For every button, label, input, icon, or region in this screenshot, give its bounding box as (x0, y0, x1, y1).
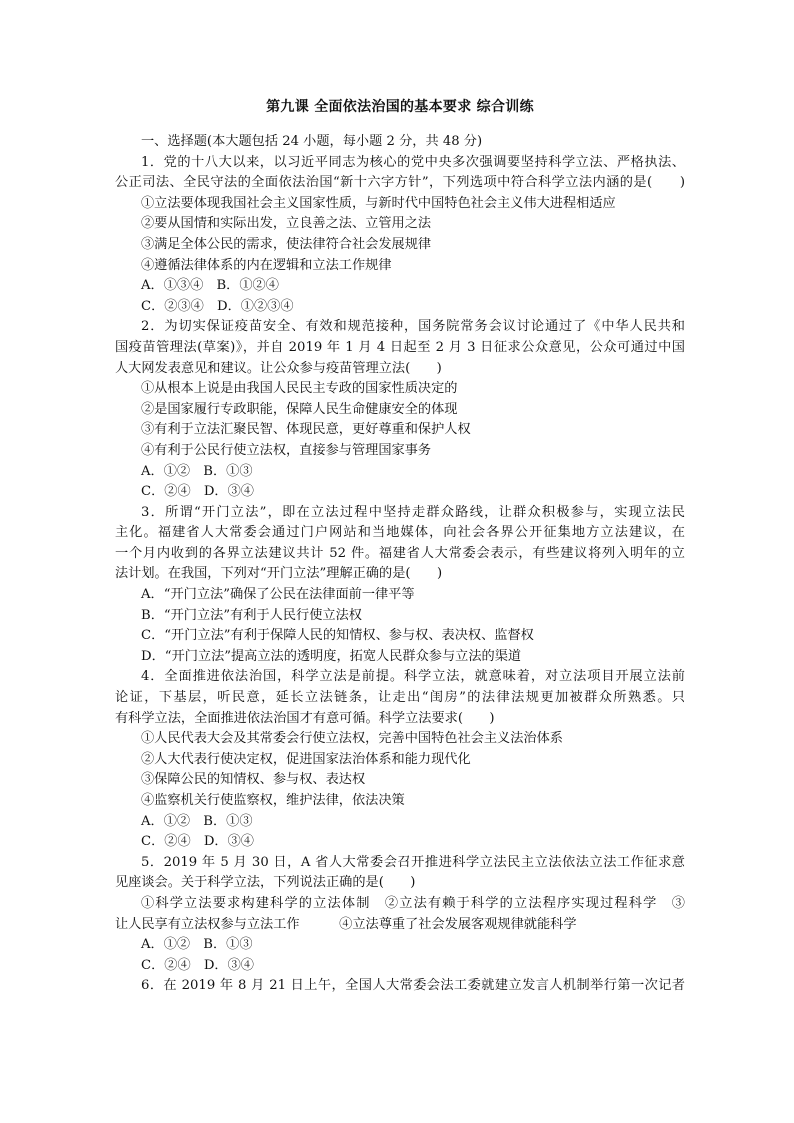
text-line: 让人民享有立法权参与立法工作 ④立法尊重了社会发展客观规律就能科学 (115, 916, 577, 932)
text-line: ③有利于立法汇聚民智、体现民意，更好尊重和保护人权 (141, 422, 471, 438)
text-line: A．①③④ B．①②④ (141, 278, 279, 294)
text-line: ④监察机关行使监察权，维护法律，依法决策 (141, 793, 405, 808)
text-line: C．②④ D．③④ (141, 834, 254, 850)
text-line: A．①② B．①③ (141, 813, 253, 829)
text-line: 3．所谓“开门立法”，即在立法过程中坚持走群众路线，让群众积极参与，实现立法民 (141, 504, 685, 520)
text-line: 5．2019 年 5 月 30 日，A 省人大常委会召开推进科学立法民主立法依法立法工作征求意 (141, 854, 685, 870)
text-line: C．“开门立法”有利于保障人民的知情权、参与权、表决权、监督权 (141, 628, 534, 644)
text-line: 法计划。在我国，下列对“开门立法”理解正确的是( ) (115, 566, 443, 582)
document-body (115, 132, 685, 997)
text-line: 见座谈会。关于科学立法，下列说法正确的是( ) (115, 875, 416, 891)
document-page (115, 96, 685, 997)
text-line: B．“开门立法”有利于人民行使立法权 (141, 607, 362, 623)
text-line: 国疫苗管理法(草案)》，并自 2019 年 1 月 4 日起至 2 月 3 日征求公众意见，公众可通过中国 (115, 339, 685, 355)
text-line: ④有利于公民行使立法权，直接参与管理国家事务 (141, 442, 432, 458)
text-line: ②是国家履行专政职能，保障人民生命健康安全的体现 (141, 401, 458, 417)
text-line: 人大网发表意见和建议。让公众参与疫苗管理立法( ) (115, 360, 442, 376)
text-line: C．②③④ D．①②③④ (141, 298, 294, 314)
text-line: 1．党的十八大以来，以习近平同志为核心的党中央多次强调要坚持科学立法、严格执法、 (141, 154, 685, 170)
text-line: C．②④ D．③④ (141, 957, 254, 973)
text-line: ①从根本上说是由我国人民民主专政的国家性质决定的 (141, 381, 458, 397)
text-line: 有科学立法，全面推进依法治国才有意可循。科学立法要求( ) (115, 710, 495, 726)
document-title: 第九课 全面依法治国的基本要求 综合训练 (266, 99, 534, 115)
text-line: ②要从国情和实际出发，立良善之法、立管用之法 (141, 216, 432, 232)
text-line: ②人大代表行使决定权，促进国家法治体系和能力现代化 (141, 751, 471, 767)
text-line: 一个月内收到的各界立法建议共计 52 件。福建省人大常委会表示，有些建议将列入明年的立 (115, 545, 685, 561)
text-line: ③保障公民的知情权、参与权、表达权 (141, 772, 366, 788)
text-line: C．②④ D．③④ (141, 484, 254, 500)
text-line: ③满足全体公民的需求，使法律符合社会发展规律 (141, 236, 432, 252)
text-line: ①科学立法要求构建科学的立法体制 ②立法有赖于科学的立法程序实现过程科学 ③ (141, 895, 685, 911)
text-line: 4．全面推进依法治国，科学立法是前提。科学立法，就意味着，对立法项目开展立法前 (141, 669, 685, 685)
text-line: 一、选择题(本大题包括 24 小题，每小题 2 分，共 48 分) (141, 134, 483, 149)
text-line: ①人民代表大会及其常委会行使立法权，完善中国特色社会主义法治体系 (141, 731, 563, 747)
text-line: D．“开门立法”提高立法的透明度，拓宽人民群众参与立法的渠道 (141, 648, 522, 664)
text-line: A．①② B．①③ (141, 937, 253, 953)
text-line: 公正司法、全民守法的全面依法治国“新十六字方针”，下列选项中符合科学立法内涵的是( ) (115, 175, 685, 191)
text-line: 2．为切实保证疫苗安全、有效和规范接种，国务院常务会议讨论通过了《中华人民共和 (141, 319, 685, 335)
text-line: A．“开门立法”确保了公民在法律面前一律平等 (141, 587, 415, 603)
text-line: ④遵循法律体系的内在逻辑和立法工作规律 (141, 257, 392, 273)
text-line: 主化。福建省人大常委会通过门户网站和当地媒体，向社会各界公开征集地方立法建议，在 (115, 525, 685, 541)
text-line: ①立法要体现我国社会主义国家性质，与新时代中国特色社会主义伟大进程相适应 (141, 195, 616, 211)
text-line: 论证，下基层，听民意，延长立法链条，让走出“闺房”的法律法规更加被群众所熟悉。只 (115, 690, 685, 706)
text-line: 6．在 2019 年 8 月 21 日上午，全国人大常委会法工委就建立发言人机制举行第一次记者 (141, 978, 685, 994)
text-line: A．①② B．①③ (141, 463, 253, 479)
